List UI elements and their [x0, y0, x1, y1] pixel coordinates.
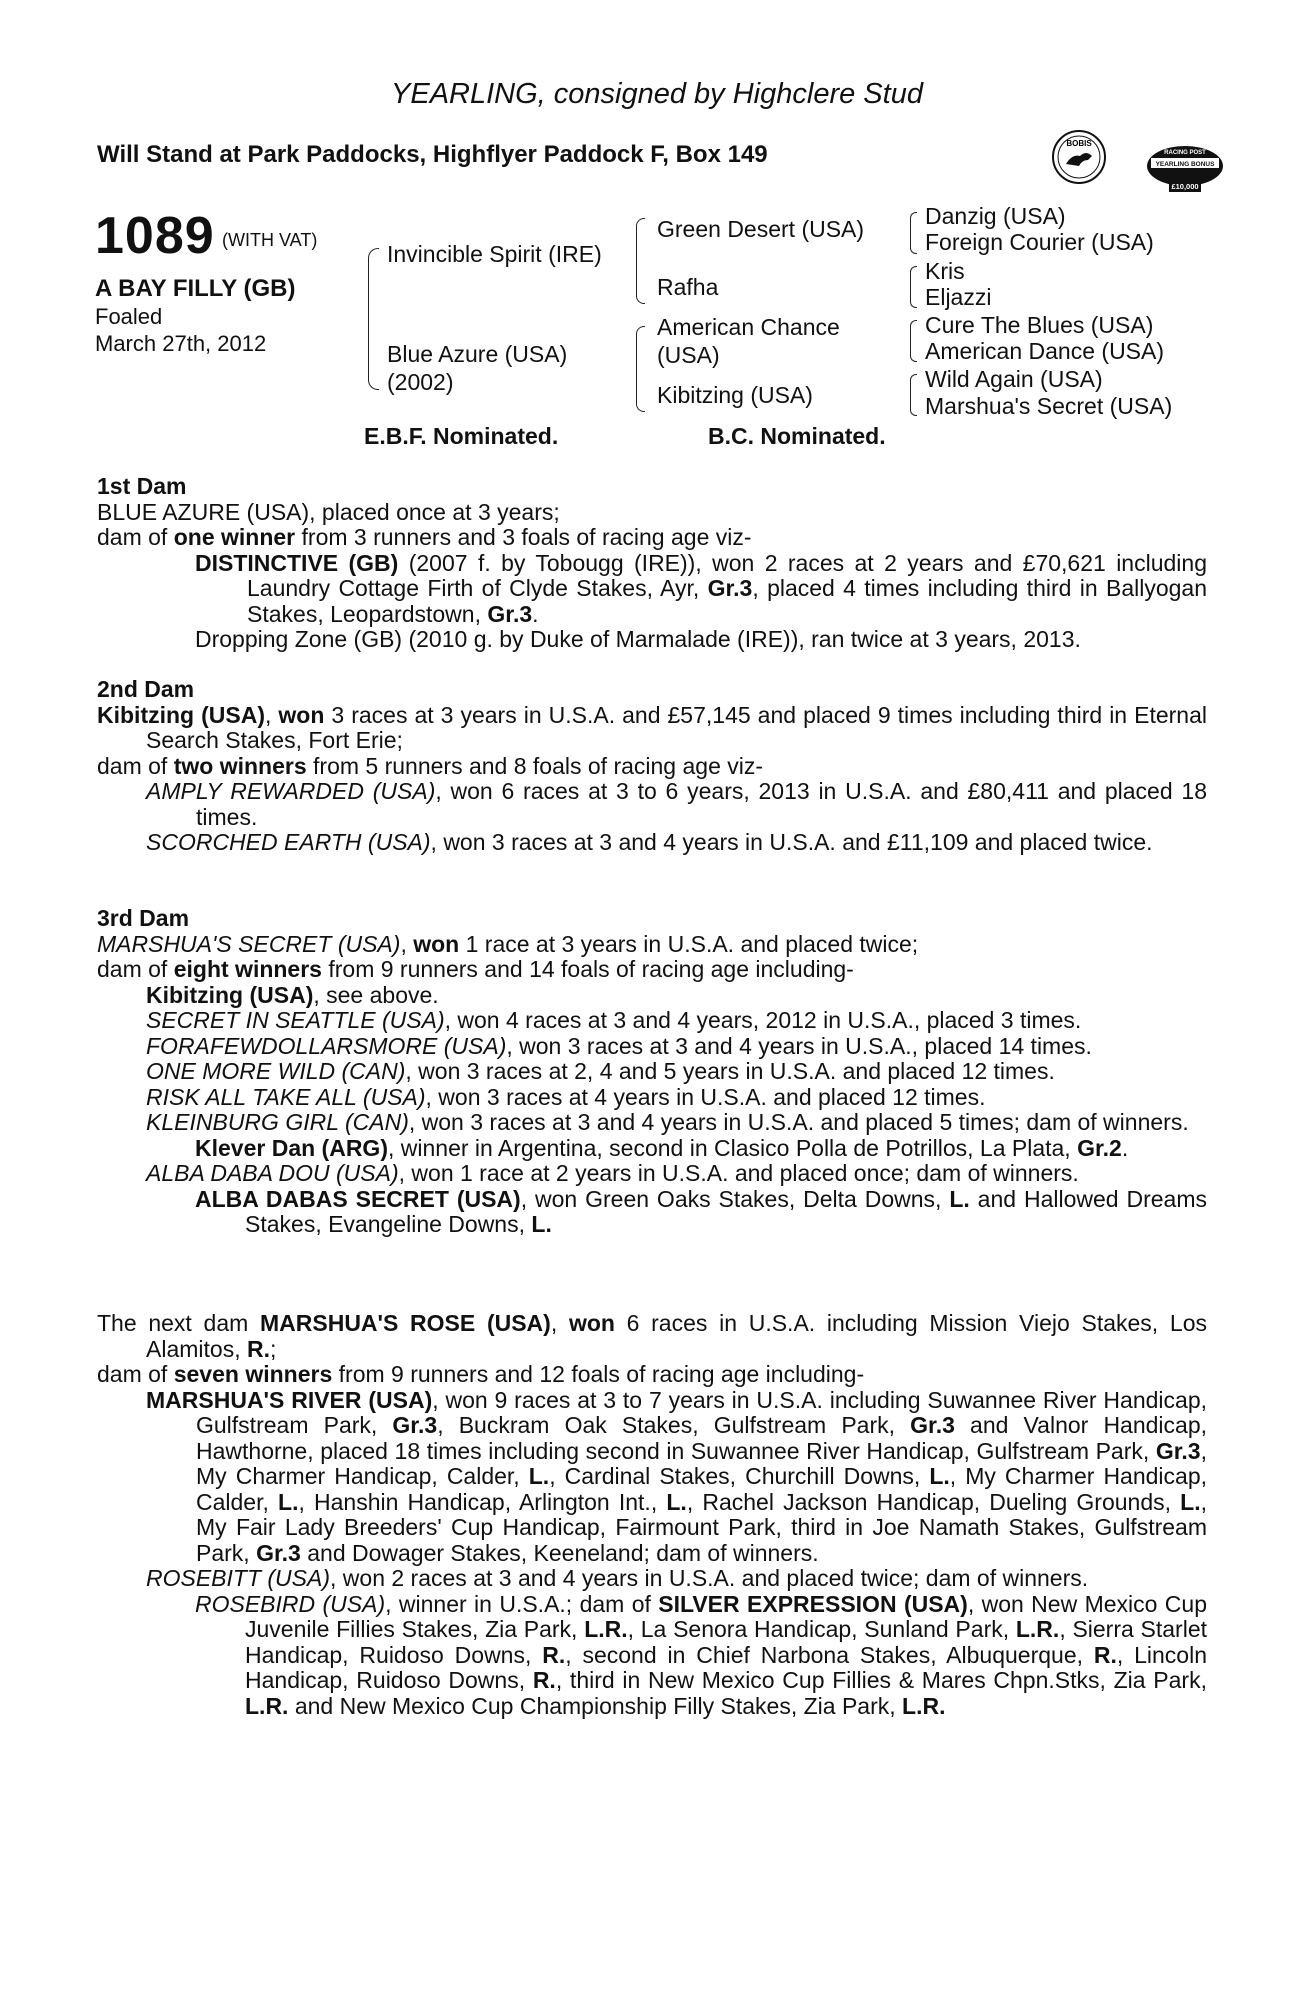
dam-sire-line1: American Chance — [657, 314, 840, 340]
sire: Invincible Spirit (IRE) — [387, 241, 602, 267]
page-title: YEARLING, consigned by Highclere Stud — [391, 78, 923, 110]
sire-brace — [636, 218, 645, 304]
runner-rosebird: ROSEBIRD (USA), winner in U.S.A.; dam of SILVER EXPRESSION (USA), won New Mexico Cup Juvenile Fillies Stakes, Zia Park, L.R., La Senora Handicap, Sunland Park, L.R., Sierra Starlet Handicap, Ruidoso Downs, R., second in Chief Narbona Stakes, Albuquerque, R., Lincoln Handicap, Ruidoso Downs, R., third in New Mexico Cup Fillies & Mares Chpn.Stks, Zia Park, L.R. and New Mexico Cup Championship Filly Stakes, Zia Park, L.R. — [195, 1590, 1208, 1719]
runner-risk-all-take-all: RISK ALL TAKE ALL (USA), won 3 races at 4 years in U.S.A. and placed 12 times. — [146, 1083, 986, 1110]
bobis-text: BOBIS — [1066, 139, 1092, 148]
bonus-top-text: RACING POST — [1164, 150, 1206, 156]
dam-line1: Blue Azure (USA) — [387, 341, 568, 367]
stand-location: Will Stand at Park Paddocks, Highflyer Paddock F, Box 149 — [97, 141, 768, 168]
second-dam-section — [97, 677, 1207, 856]
lot-number: 1089 — [95, 207, 215, 265]
foaled-label: Foaled — [95, 304, 163, 329]
pedigree-brace — [368, 248, 379, 390]
runner-kibitzing: Kibitzing (USA), see above. — [146, 981, 439, 1008]
first-dam-produce: dam of one winner from 3 runners and 3 foals of racing age viz- — [97, 524, 752, 550]
runner-rosebitt: ROSEBITT (USA), won 2 races at 3 and 4 years in U.S.A. and placed twice; dam of winners. — [146, 1565, 1089, 1591]
dam-line2: (2002) — [387, 369, 454, 395]
sire-sire: Green Desert (USA) — [657, 216, 865, 242]
foaled-info — [95, 303, 266, 357]
foaled-date: March 27th, 2012 — [95, 331, 267, 356]
g3-brace-2 — [910, 266, 917, 308]
first-dam-section — [97, 474, 1207, 653]
runner-distinctive: DISTINCTIVE (GB) (2007 f. by Tobougg (IRE)), won 2 races at 2 years and £70,621 including Laundry Cottage Firth of Clyde Stakes, Ayr, Gr.3, placed 4 times including third in Ballyogan Stakes, Leopardstown, Gr.3. — [195, 549, 1208, 627]
sire-dam: Rafha — [657, 274, 719, 300]
runner-scorched-earth: SCORCHED EARTH (USA), won 3 races at 3 and 4 years in U.S.A. and £11,109 and placed twice. — [146, 829, 1153, 855]
runner-marshuas-river: MARSHUA'S RIVER (USA), won 9 races at 3 to 7 years in U.S.A. including Suwannee River Handicap, Gulfstream Park, Gr.3, Buckram Oak Stakes, Gulfstream Park, Gr.3 and Valnor Handicap, Hawthorne, placed 18 times including second in Suwannee River Handicap, Gulfstream Park, Gr.3, My Charmer Handicap, Calder, L., Cardinal Stakes, Churchill Downs, L., My Charmer Handicap, Calder, L., Hanshin Handicap, Arlington Int., L., Rachel Jackson Handicap, Dueling Grounds, L., My Fair Lady Breeders' Cup Handicap, Fairmount Park, third in Joe Namath Stakes, Gulfstream Park, Gr.3 and Dowager Stakes, Keeneland; dam of winners. — [146, 1386, 1208, 1566]
next-dam-produce: dam of seven winners from 9 runners and 12 foals of racing age including- — [97, 1361, 865, 1387]
runner-secret-in-seattle: SECRET IN SEATTLE (USA), won 4 races at 3 and 4 years, 2012 in U.S.A., placed 3 times. — [146, 1007, 1082, 1033]
g3-brace-3 — [910, 320, 917, 362]
second-dam-produce: dam of two winners from 5 runners and 8 foals of racing age viz- — [97, 752, 764, 779]
yearling-bonus-logo — [1145, 140, 1225, 198]
dam-brace — [636, 326, 645, 412]
ggs-6: American Dance (USA) — [925, 338, 1165, 364]
next-dam-section — [97, 1311, 1207, 1719]
g3-brace-4 — [910, 374, 917, 416]
ggs-5: Cure The Blues (USA) — [925, 312, 1154, 338]
ggs-3: Kris — [925, 258, 965, 284]
first-dam-line: BLUE AZURE (USA), placed once at 3 years; — [97, 498, 560, 525]
third-dam-section — [97, 906, 1207, 1238]
runner-kleinburg-girl: KLEINBURG GIRL (CAN), won 3 races at 3 and 4 years in U.S.A. and placed 5 times; dam of winners. — [146, 1109, 1189, 1135]
bc-nominated: B.C. Nominated. — [708, 423, 886, 449]
third-dam-heading: 3rd Dam — [97, 905, 190, 931]
third-dam-line: MARSHUA'S SECRET (USA), won 1 race at 3 years in U.S.A. and placed twice; — [97, 930, 919, 957]
runner-one-more-wild: ONE MORE WILD (CAN), won 3 races at 2, 4 and 5 years in U.S.A. and placed 12 times. — [146, 1058, 1055, 1084]
bonus-amount-text: £10,000 — [1171, 182, 1199, 191]
lot-description: A BAY FILLY (GB) — [95, 275, 296, 302]
runner-alba-dabas-secret: ALBA DABAS SECRET (USA), won Green Oaks Stakes, Delta Downs, L. and Hallowed Dreams Stakes, Evangeline Downs, L. — [195, 1185, 1207, 1237]
bobis-logo — [1050, 128, 1108, 186]
ggs-2: Foreign Courier (USA) — [925, 229, 1154, 255]
dam-sire-line2: (USA) — [657, 342, 720, 368]
vat-label: (WITH VAT) — [222, 230, 318, 250]
runner-forafewdollarsmore: FORAFEWDOLLARSMORE (USA), won 3 races at 3 and 4 years in U.S.A., placed 14 times. — [146, 1032, 1092, 1059]
g3-brace-1 — [910, 212, 917, 254]
ggs-1: Danzig (USA) — [925, 203, 1066, 229]
third-dam-produce: dam of eight winners from 9 runners and 14 foals of racing age including- — [97, 956, 854, 982]
runner-alba-daba-dou: ALBA DABA DOU (USA), won 1 race at 2 years in U.S.A. and placed once; dam of winners. — [146, 1160, 1079, 1186]
ggs-8: Marshua's Secret (USA) — [925, 393, 1173, 419]
bonus-mid-text: YEARLING BONUS — [1155, 161, 1215, 168]
second-dam-line: Kibitzing (USA), won 3 races at 3 years in U.S.A. and £57,145 and placed 9 times including third in Eternal Search Stakes, Fort Erie; — [97, 701, 1207, 753]
next-dam-line: The next dam MARSHUA'S ROSE (USA), won 6 races in U.S.A. including Mission Viejo Stakes, Los Alamitos, R.; — [97, 1310, 1207, 1362]
runner-amply-rewarded: AMPLY REWARDED (USA), won 6 races at 3 to 6 years, 2013 in U.S.A. and £80,411 and placed 18 times. — [146, 778, 1207, 830]
runner-klever-dan: Klever Dan (ARG), winner in Argentina, second in Clasico Polla de Potrillos, La Plata, Gr.2. — [195, 1134, 1129, 1161]
first-dam-heading: 1st Dam — [97, 473, 187, 499]
ebf-nominated: E.B.F. Nominated. — [364, 423, 559, 449]
second-dam-heading: 2nd Dam — [97, 676, 195, 702]
ggs-7: Wild Again (USA) — [925, 366, 1103, 392]
dam-dam: Kibitzing (USA) — [657, 382, 813, 408]
ggs-4: Eljazzi — [925, 284, 992, 310]
runner-dropping-zone: Dropping Zone (GB) (2010 g. by Duke of Marmalade (IRE)), ran twice at 3 years, 2013. — [195, 626, 1081, 652]
